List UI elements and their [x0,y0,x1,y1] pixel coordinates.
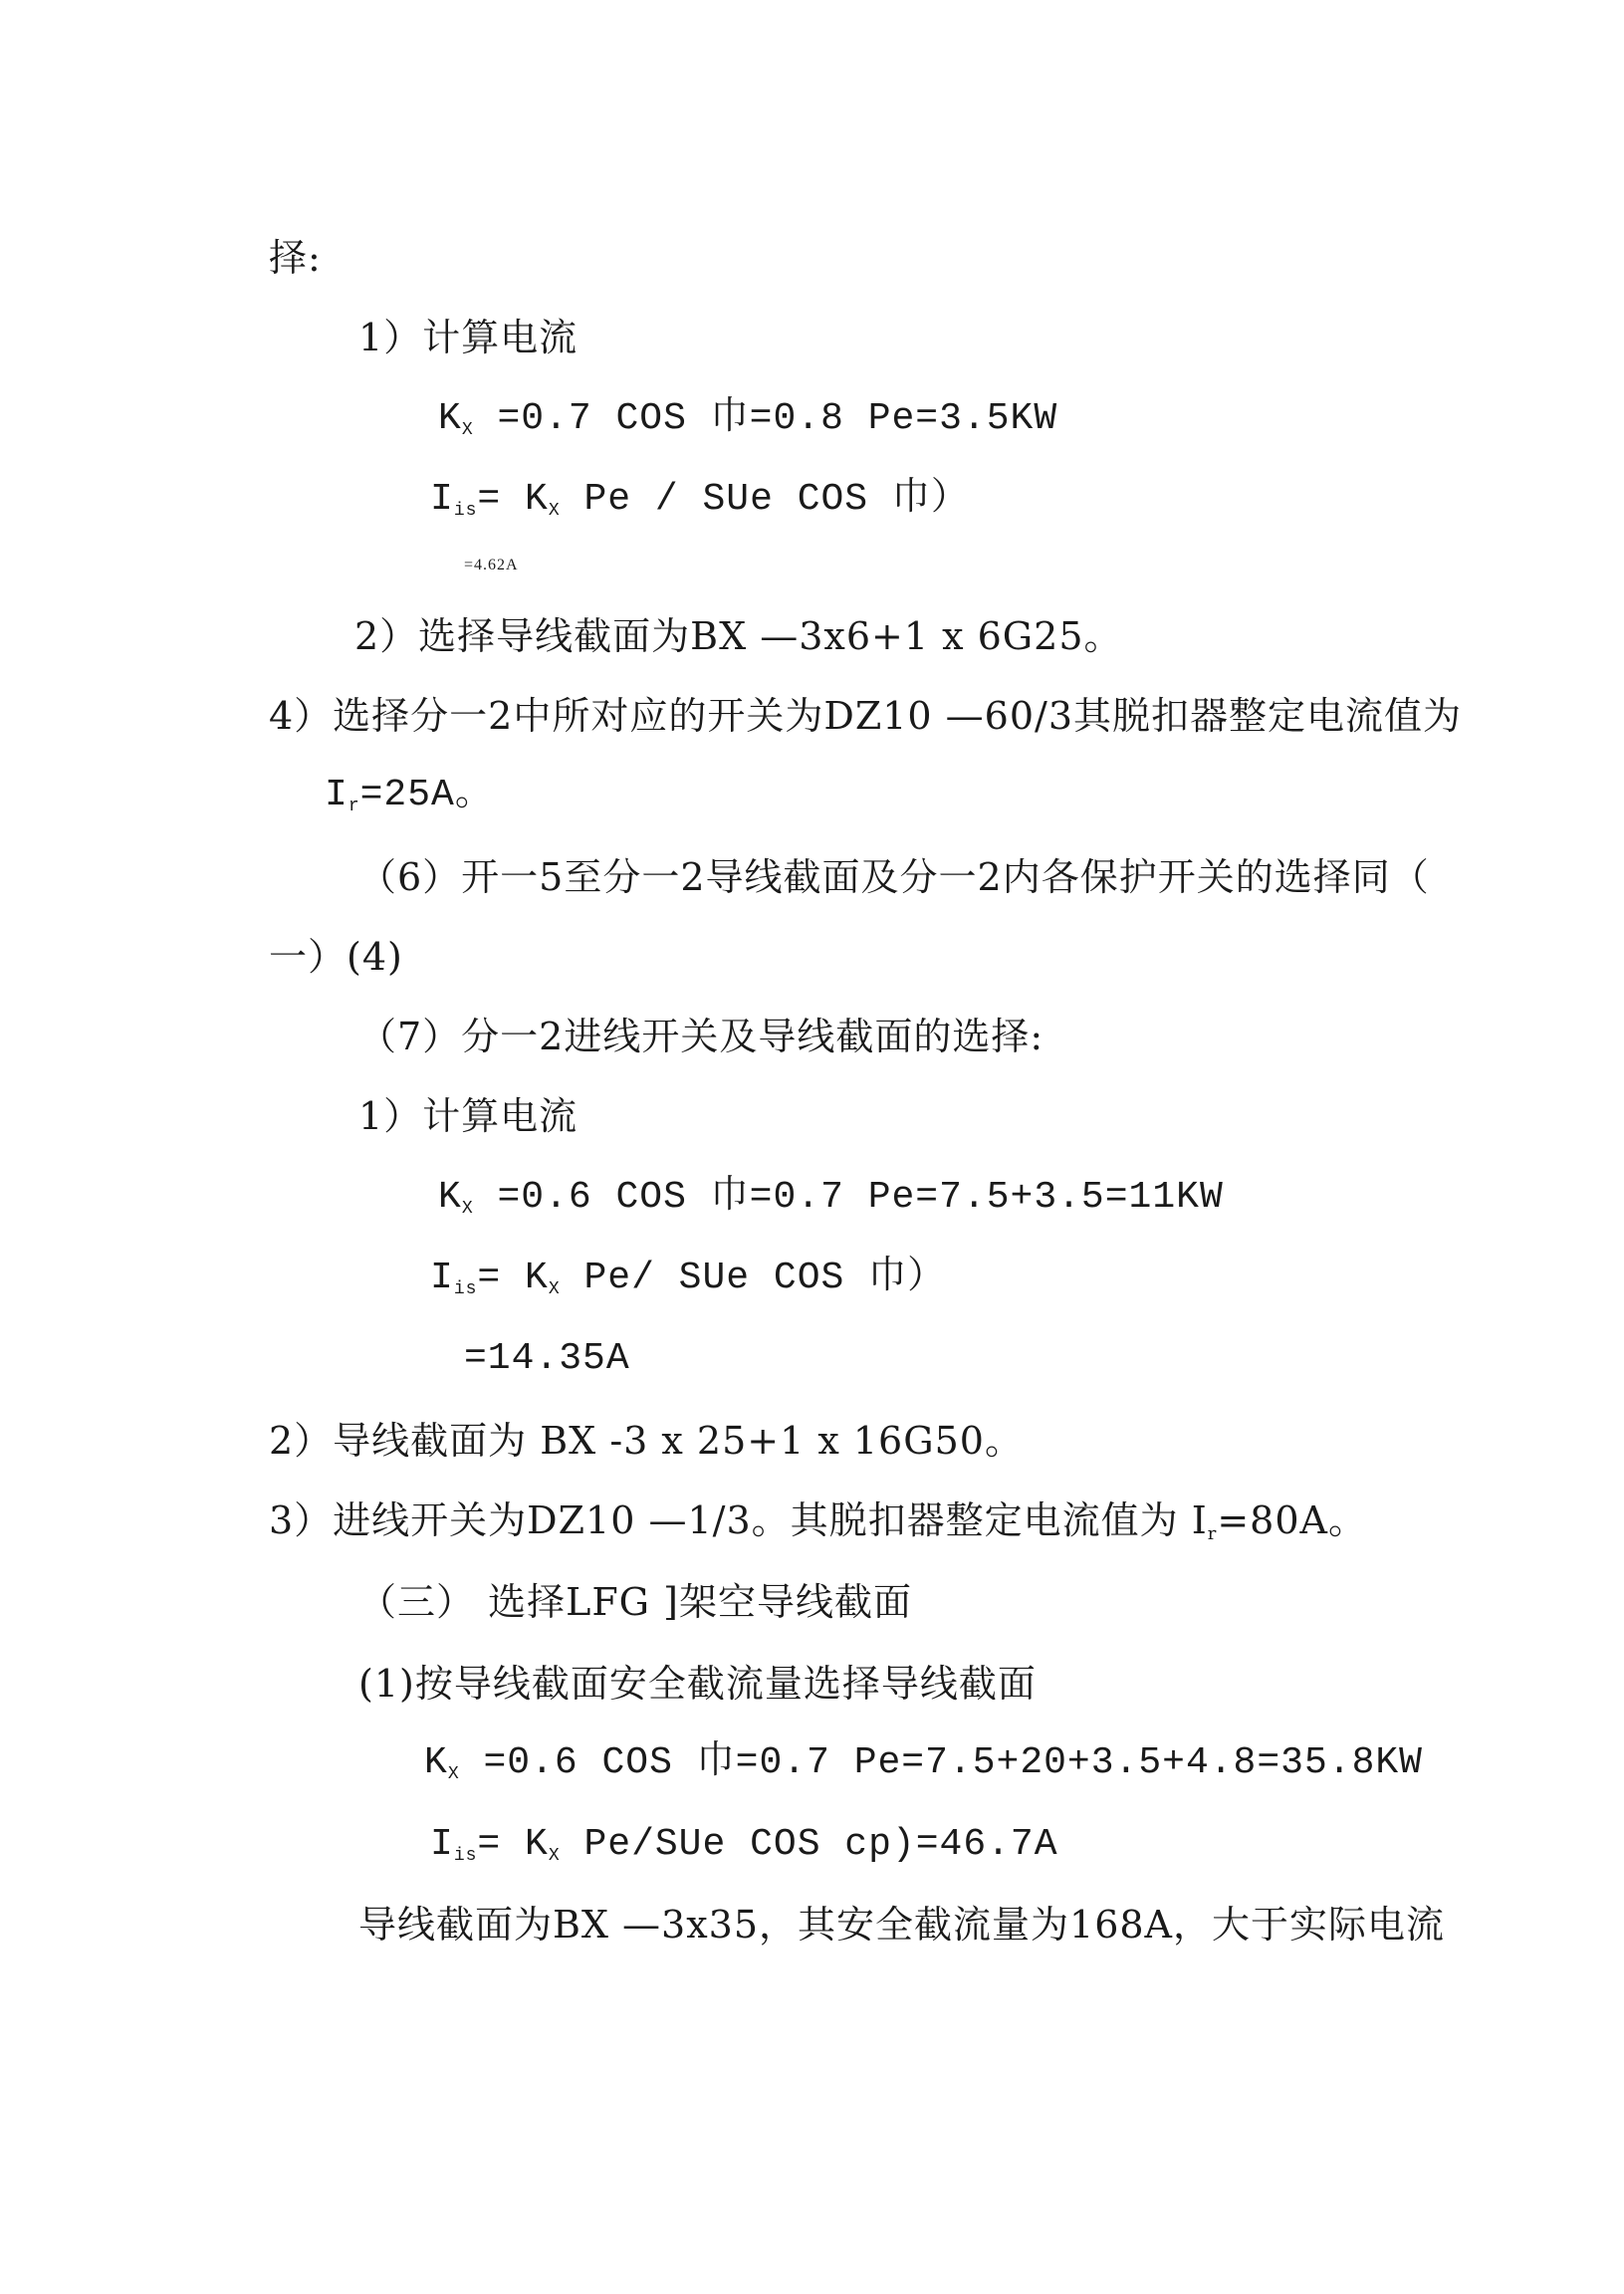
text-segment: 3）进线开关为DZ10 —1/3。其脱扣器整定电流值为 I [269,1498,1208,1542]
subscript: is [453,501,478,521]
formula-text: Pe / SUe COS 巾） [583,478,970,521]
formula-text: =25A。 [359,774,494,816]
symbol-i: I [430,1257,454,1299]
formula-line [430,1823,1058,1866]
symbol-i: I [325,774,348,816]
subscript: X [548,501,561,521]
formula-line [430,1257,947,1299]
symbol-k: K [438,397,462,440]
formula-text: Pe/ SUe COS 巾） [583,1257,947,1299]
symbol-k: K [438,1176,462,1219]
text-line: 一）(4) [269,935,403,979]
symbol-i: I [430,478,454,521]
symbol-i: I [430,1823,454,1866]
subscript: X [447,1764,460,1784]
text-line: （三） 选择LFG ]架空导线截面 [358,1580,912,1624]
formula-line [325,774,494,816]
text-line: 2）导线截面为 BX -3 x 25+1 x 16G50。 [269,1419,1024,1463]
subscript: r [348,797,360,816]
text-line: (1)按导线截面安全截流量选择导线截面 [358,1662,1037,1706]
text-line: 4）选择分一2中所对应的开关为DZ10 —60/3其脱扣器整定电流值为 [269,694,1462,738]
subscript: r [1207,1523,1218,1544]
subscript: X [548,1279,561,1299]
text-line: 1）计算电流 [358,316,579,359]
formula-line [438,397,1058,440]
formula-text: =0.6 COS 巾=0.7 Pe=7.5+3.5=11KW [497,1176,1224,1219]
text-segment: =80A。 [1217,1498,1367,1542]
formula-text: = K [477,478,549,521]
symbol-k: K [424,1741,448,1784]
formula-text: = K [477,1823,549,1866]
subscript: is [453,1846,478,1866]
subscript: is [453,1279,478,1299]
text-line: 2）选择导线截面为BX —3x6+1 x 6G25。 [354,614,1123,658]
subscript: X [548,1846,561,1866]
formula-line [438,1176,1224,1219]
text-line: 导线截面为BX —3x35，其安全截流量为168A，大于实际电流 [358,1903,1445,1947]
formula-text: Pe/SUe COS cp)=46.7A [583,1823,1058,1866]
formula-line [424,1741,1423,1784]
text-line: （6）开一5至分一2导线截面及分一2内各保护开关的选择同（ [358,855,1430,899]
formula-text: = K [477,1257,549,1299]
formula-result: =4.62A [464,557,519,574]
formula-text: =0.7 COS 巾=0.8 Pe=3.5KW [497,397,1058,440]
subscript: X [461,1199,474,1219]
formula-text: =0.6 COS 巾=0.7 Pe=7.5+20+3.5+4.8=35.8KW [483,1741,1423,1784]
text-line [269,1498,1367,1544]
formula-result: =14.35A [464,1337,630,1380]
subscript: X [461,420,474,440]
text-line: 1）计算电流 [358,1094,579,1138]
text-line: 择: [269,236,322,280]
formula-line [430,478,970,521]
text-line: （7）分一2进线开关及导线截面的选择: [358,1015,1044,1058]
